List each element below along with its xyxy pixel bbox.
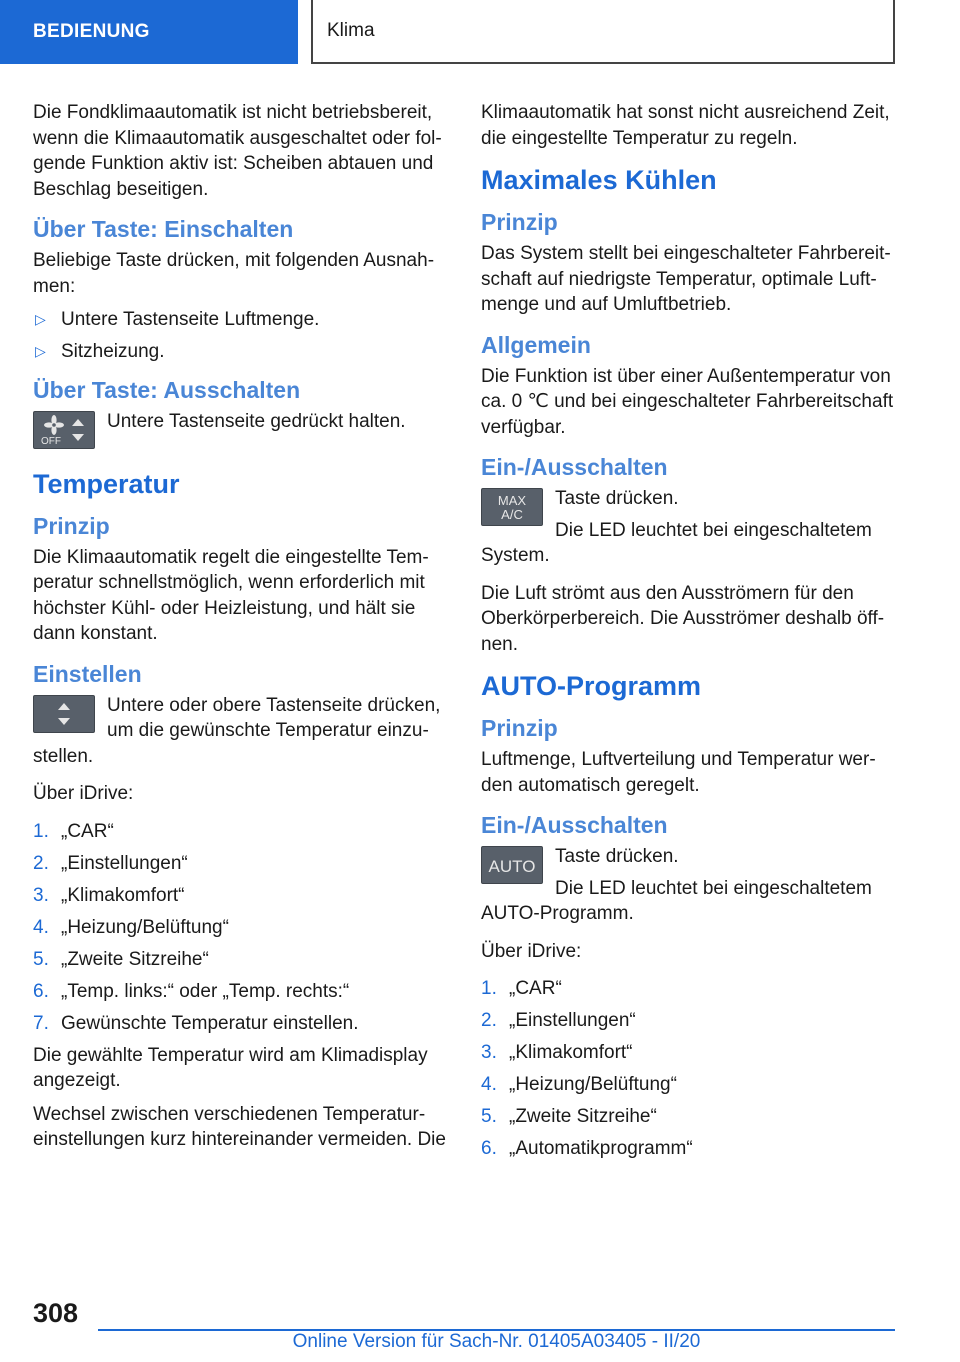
heading-on: Über Taste: Einschalten xyxy=(33,216,294,242)
list-item: 4. „Heizung/Belüftung“ xyxy=(481,1074,677,1095)
fan-off-button-icon xyxy=(33,411,95,449)
max-ac-button-icon xyxy=(481,488,543,526)
einstellen-paragraph: Untere oder obere Tastenseite drücken, um die gewünschte Temperatur einzu-stellen. xyxy=(33,694,441,767)
list-item: ▷ Untere Tastenseite Luftmenge. xyxy=(33,307,448,333)
svg-text:MAX: MAX xyxy=(497,493,527,508)
heading-temperatur: Temperatur xyxy=(33,468,180,499)
list-item: ▷ Sitzheizung. xyxy=(33,339,448,365)
temperature-steps-list xyxy=(33,819,448,1037)
chapter-tab xyxy=(311,0,895,64)
intro-paragraph: Die Fondklimaautomatik ist nicht betriebsbereit, wenn die Klimaautomatik ausgeschaltet oder fol-gende Funktion aktiv ist: Scheiben abtauen und Beschlag beseitigen. xyxy=(33,102,442,200)
auto-prinzip-paragraph: Luftmenge, Luftverteilung und Temperatur wer-den automatisch geregelt. xyxy=(481,749,876,796)
on-paragraph: Beliebige Taste drücken, mit folgenden Ausnah-men: xyxy=(33,250,435,297)
triangle-bullet-icon: ▷ xyxy=(35,311,46,327)
list-item: 3. „Klimakomfort“ xyxy=(33,884,185,906)
list-item: 6. „Automatikprogramm“ xyxy=(481,1138,693,1159)
heading-allgemein: Allgemein xyxy=(481,331,591,358)
idrive-label-right: Über iDrive: xyxy=(481,940,582,962)
off-instruction xyxy=(33,409,448,455)
max-taste-text: Taste drücken. xyxy=(555,488,679,509)
list-item: 5. „Zweite Sitzreihe“ xyxy=(33,948,209,970)
list-item: 7. Gewünschte Temperatur einstellen. xyxy=(33,1012,359,1034)
auto-steps-list xyxy=(481,976,896,1162)
off-text: Untere Tastenseite gedrückt halten. xyxy=(107,410,406,432)
max-led-paragraph: Die LED leuchtet bei eingeschaltetem System. xyxy=(481,519,872,566)
heading-einstellen: Einstellen xyxy=(33,660,142,687)
left-column xyxy=(33,100,448,1165)
luft-paragraph: Die Luft strömt aus den Ausströmern für den Oberkörperbereich. Die Ausströmer deshalb öff-nen. xyxy=(481,582,885,655)
section-title: BEDIENUNG xyxy=(33,21,150,42)
list-item: 2. „Einstellungen“ xyxy=(481,1010,636,1031)
list-item: 6. „Temp. links:“ oder „Temp. rechts:“ xyxy=(33,980,350,1002)
right-column xyxy=(481,100,896,1168)
display-paragraph: Die gewählte Temperatur wird am Klimadisplay angezeigt. xyxy=(33,1044,428,1091)
list-item: 2. „Einstellungen“ xyxy=(33,852,188,874)
list-item: 5. „Zweite Sitzreihe“ xyxy=(481,1106,657,1127)
list-item: 4. „Heizung/Belüftung“ xyxy=(33,916,229,938)
page-number: 308 xyxy=(33,1298,79,1328)
heading-ein-aus-auto: Ein-/Ausschalten xyxy=(481,812,668,838)
wechsel-paragraph: Wechsel zwischen verschiedenen Temperatur-einstellungen kurz hintereinander vermeiden. Die xyxy=(33,1103,446,1150)
section-tab xyxy=(0,0,298,64)
auto-taste-text: Taste drücken. xyxy=(555,846,679,867)
max-prinzip-paragraph: Das System stellt bei eingeschalteter Fahrbereit-schaft auf niedrigste Temperatur, optimale Luft-menge und auf Umluftbetrieb. xyxy=(481,243,891,315)
auto-led-paragraph: Die LED leuchtet bei eingeschaltetem AUTO-Programm. xyxy=(481,877,872,924)
heading-off: Über Taste: Ausschalten xyxy=(33,376,301,403)
einstellen-instruction xyxy=(33,693,448,770)
footer-link[interactable]: Online Version für Sach-Nr. 01405A03405 - II/20 xyxy=(292,1331,701,1352)
allgemein-paragraph: Die Funktion ist über einer Außentemperatur von ca. 0 ℃ und bei eingeschalteter Fahrbereitschaft verfügbar. xyxy=(481,365,894,438)
heading-prinzip-max: Prinzip xyxy=(481,209,558,235)
heading-maximales-kuehlen: Maximales Kühlen xyxy=(481,165,717,195)
max-instruction xyxy=(481,486,896,569)
heading-auto-programm: AUTO-Programm xyxy=(481,671,702,701)
svg-text:AUTO: AUTO xyxy=(488,857,536,876)
list-item: 3. „Klimakomfort“ xyxy=(481,1042,633,1063)
triangle-bullet-icon: ▷ xyxy=(35,343,46,359)
heading-ein-aus-max: Ein-/Ausschalten xyxy=(481,454,668,480)
idrive-label: Über iDrive: xyxy=(33,783,134,804)
svg-text:A/C: A/C xyxy=(501,507,523,522)
prinzip-paragraph: Die Klimaautomatik regelt die eingestellte Tem-peratur schnellstmöglich, wenn erforderlich mit höchster Kühl- oder Heizleistung, und hält sie dann konstant. xyxy=(33,546,429,644)
auto-button-icon xyxy=(481,846,543,884)
up-down-button-icon xyxy=(33,695,95,733)
heading-prinzip: Prinzip xyxy=(33,512,110,539)
continued-paragraph: Klimaautomatik hat sonst nicht ausreichend Zeit, die eingestellte Temperatur zu regeln. xyxy=(481,102,890,149)
auto-instruction xyxy=(481,844,896,927)
heading-prinzip-auto: Prinzip xyxy=(481,715,558,741)
list-item: 1. „CAR“ xyxy=(481,978,562,999)
chapter-title: Klima xyxy=(327,20,375,41)
on-exception-list xyxy=(33,307,448,365)
svg-text:OFF: OFF xyxy=(41,435,61,447)
list-item: 1. „CAR“ xyxy=(33,820,114,842)
